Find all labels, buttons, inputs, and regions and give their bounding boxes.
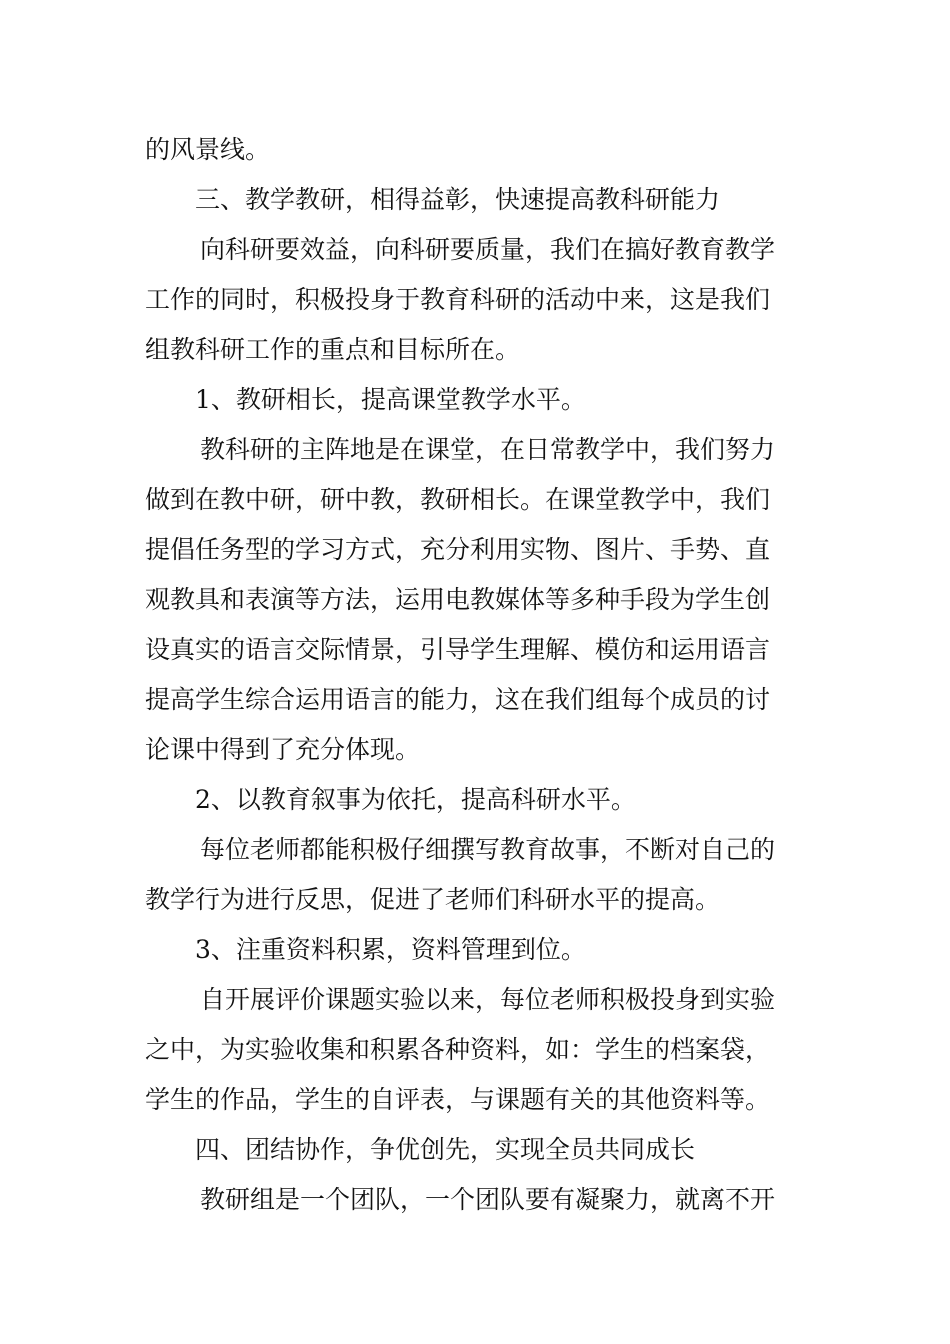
section-heading: 三、教学教研，相得益彰，快速提高教科研能力	[195, 185, 721, 214]
subsection-heading: 1、教研相长，提高课堂教学水平。	[195, 385, 586, 414]
section-heading: 四、团结协作，争优创先，实现全员共同成长	[195, 1135, 696, 1164]
subsection-heading: 2、以教育叙事为依托，提高科研水平。	[195, 785, 636, 814]
subsection-heading: 3、注重资料积累，资料管理到位。	[195, 935, 586, 964]
text-line: 论课中得到了充分体现。	[145, 735, 421, 764]
text-line: 组教科研工作的重点和目标所在。	[145, 335, 521, 364]
text-line: 学生的作品，学生的自评表，与课题有关的其他资料等。	[145, 1085, 771, 1114]
paragraph-first-line: 每位老师都能积极仔细撰写教育故事，不断对自己的	[200, 835, 776, 864]
text-line: 提高学生综合运用语言的能力，这在我们组每个成员的讨	[145, 685, 771, 714]
text-line: 提倡任务型的学习方式，充分利用实物、图片、手势、直	[145, 535, 771, 564]
text-line: 的风景线。	[145, 135, 271, 164]
paragraph-first-line: 向科研要效益，向科研要质量，我们在搞好教育教学	[200, 235, 776, 264]
text-line: 之中，为实验收集和积累各种资料，如：学生的档案袋，	[145, 1035, 771, 1064]
document-body	[145, 125, 810, 1225]
text-line: 工作的同时，积极投身于教育科研的活动中来，这是我们	[145, 285, 771, 314]
paragraph-first-line: 教科研的主阵地是在课堂，在日常教学中，我们努力	[200, 435, 776, 464]
text-line: 观教具和表演等方法，运用电教媒体等多种手段为学生创	[145, 585, 771, 614]
paragraph-first-line: 教研组是一个团队，一个团队要有凝聚力，就离不开	[200, 1185, 776, 1214]
text-line: 教学行为进行反思，促进了老师们科研水平的提高。	[145, 885, 721, 914]
text-line: 做到在教中研，研中教，教研相长。在课堂教学中，我们	[145, 485, 771, 514]
text-line: 设真实的语言交际情景，引导学生理解、模仿和运用语言	[145, 635, 771, 664]
paragraph-first-line: 自开展评价课题实验以来，每位老师积极投身到实验	[200, 985, 776, 1014]
